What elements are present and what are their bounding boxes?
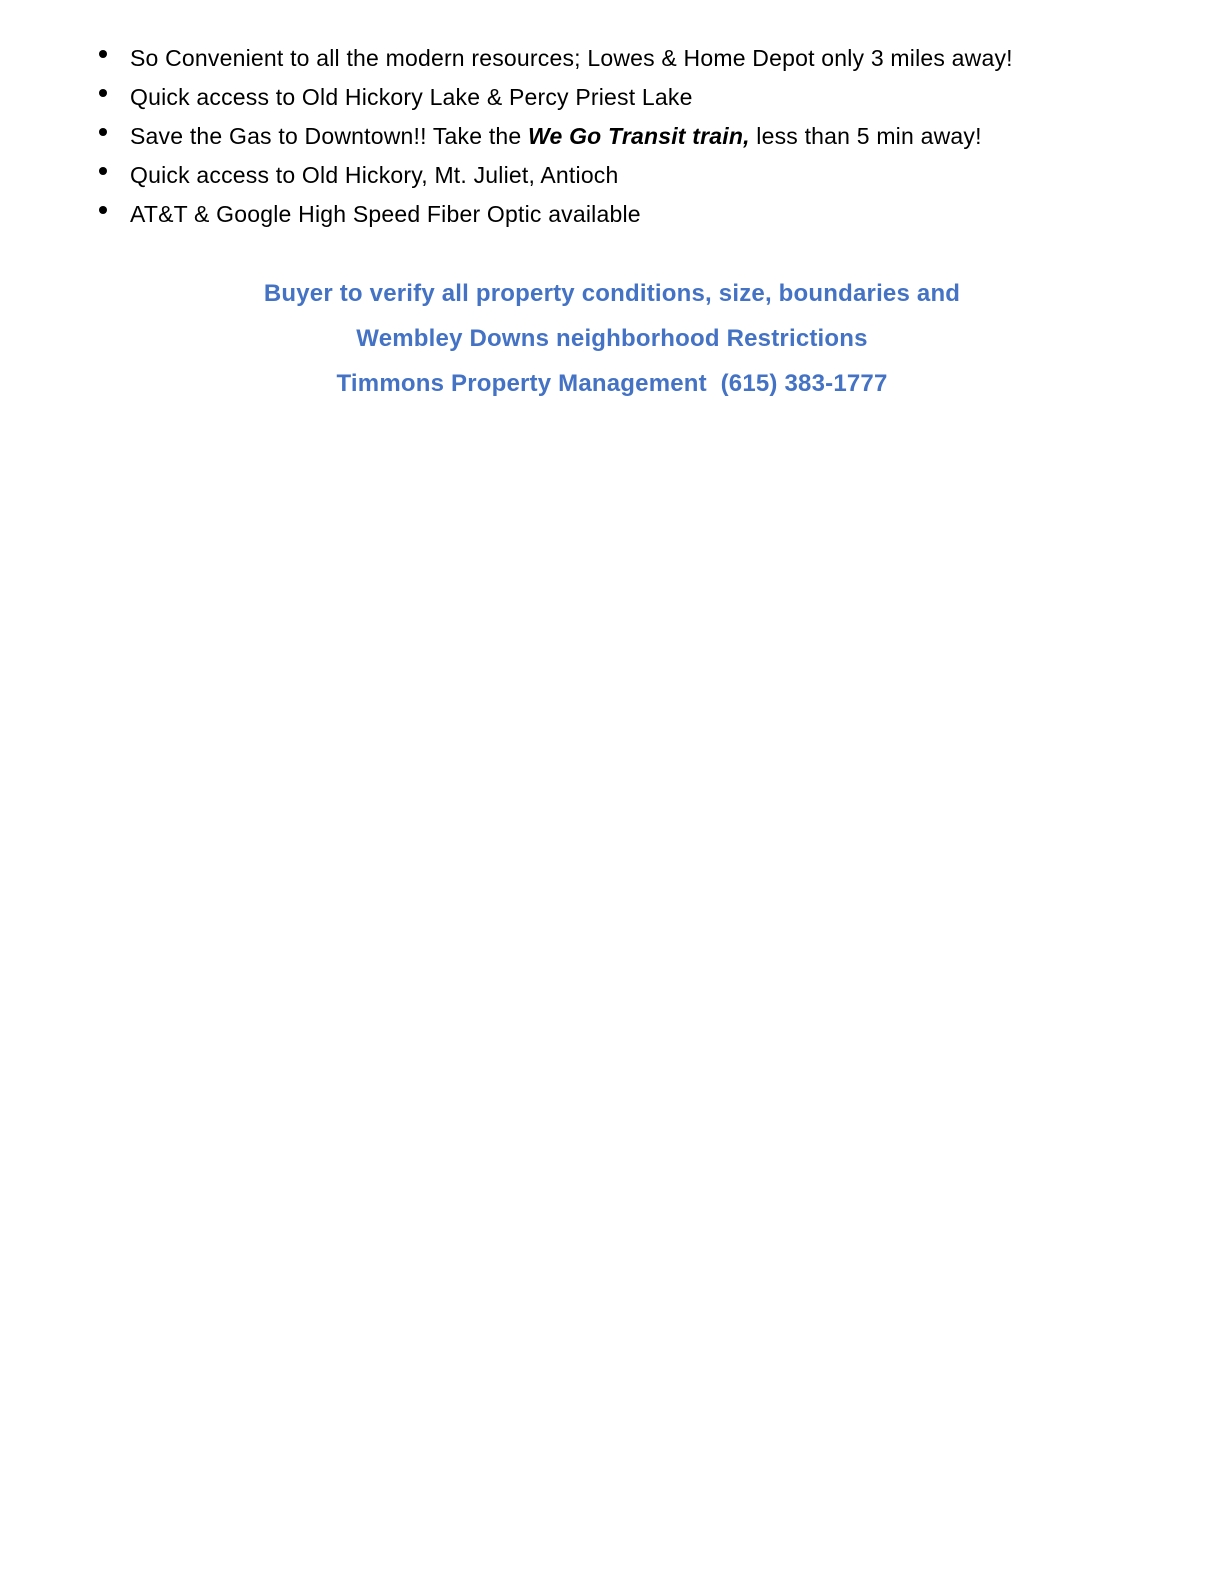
property-management-contact-line: Timmons Property Management (615) 383-1777 xyxy=(336,370,888,397)
list-item-text: AT&T & Google High Speed Fiber Optic available xyxy=(130,201,641,227)
feature-list xyxy=(0,44,1224,228)
list-item-text: less than 5 min away! xyxy=(749,123,982,149)
list-item-text: Save the Gas to Downtown!! Take the xyxy=(130,123,528,149)
buyer-notice-block xyxy=(0,280,1224,398)
buyer-notice-line: Buyer to verify all property conditions, size, boundaries and xyxy=(263,280,961,307)
neighborhood-restrictions-line: Wembley Downs neighborhood Restrictions xyxy=(356,325,868,352)
list-item-text: Quick access to Old Hickory, Mt. Juliet, Antioch xyxy=(130,162,619,188)
list-item xyxy=(130,161,1224,189)
list-item xyxy=(130,200,1224,228)
list-item xyxy=(130,122,1224,150)
list-item-text: So Convenient to all the modern resources; Lowes & Home Depot only 3 miles away! xyxy=(130,45,1013,71)
list-item xyxy=(130,44,1224,72)
list-item-emphasis-text: We Go Transit train, xyxy=(528,123,750,149)
list-item xyxy=(130,83,1224,111)
list-item-text: Quick access to Old Hickory Lake & Percy Priest Lake xyxy=(130,84,693,110)
